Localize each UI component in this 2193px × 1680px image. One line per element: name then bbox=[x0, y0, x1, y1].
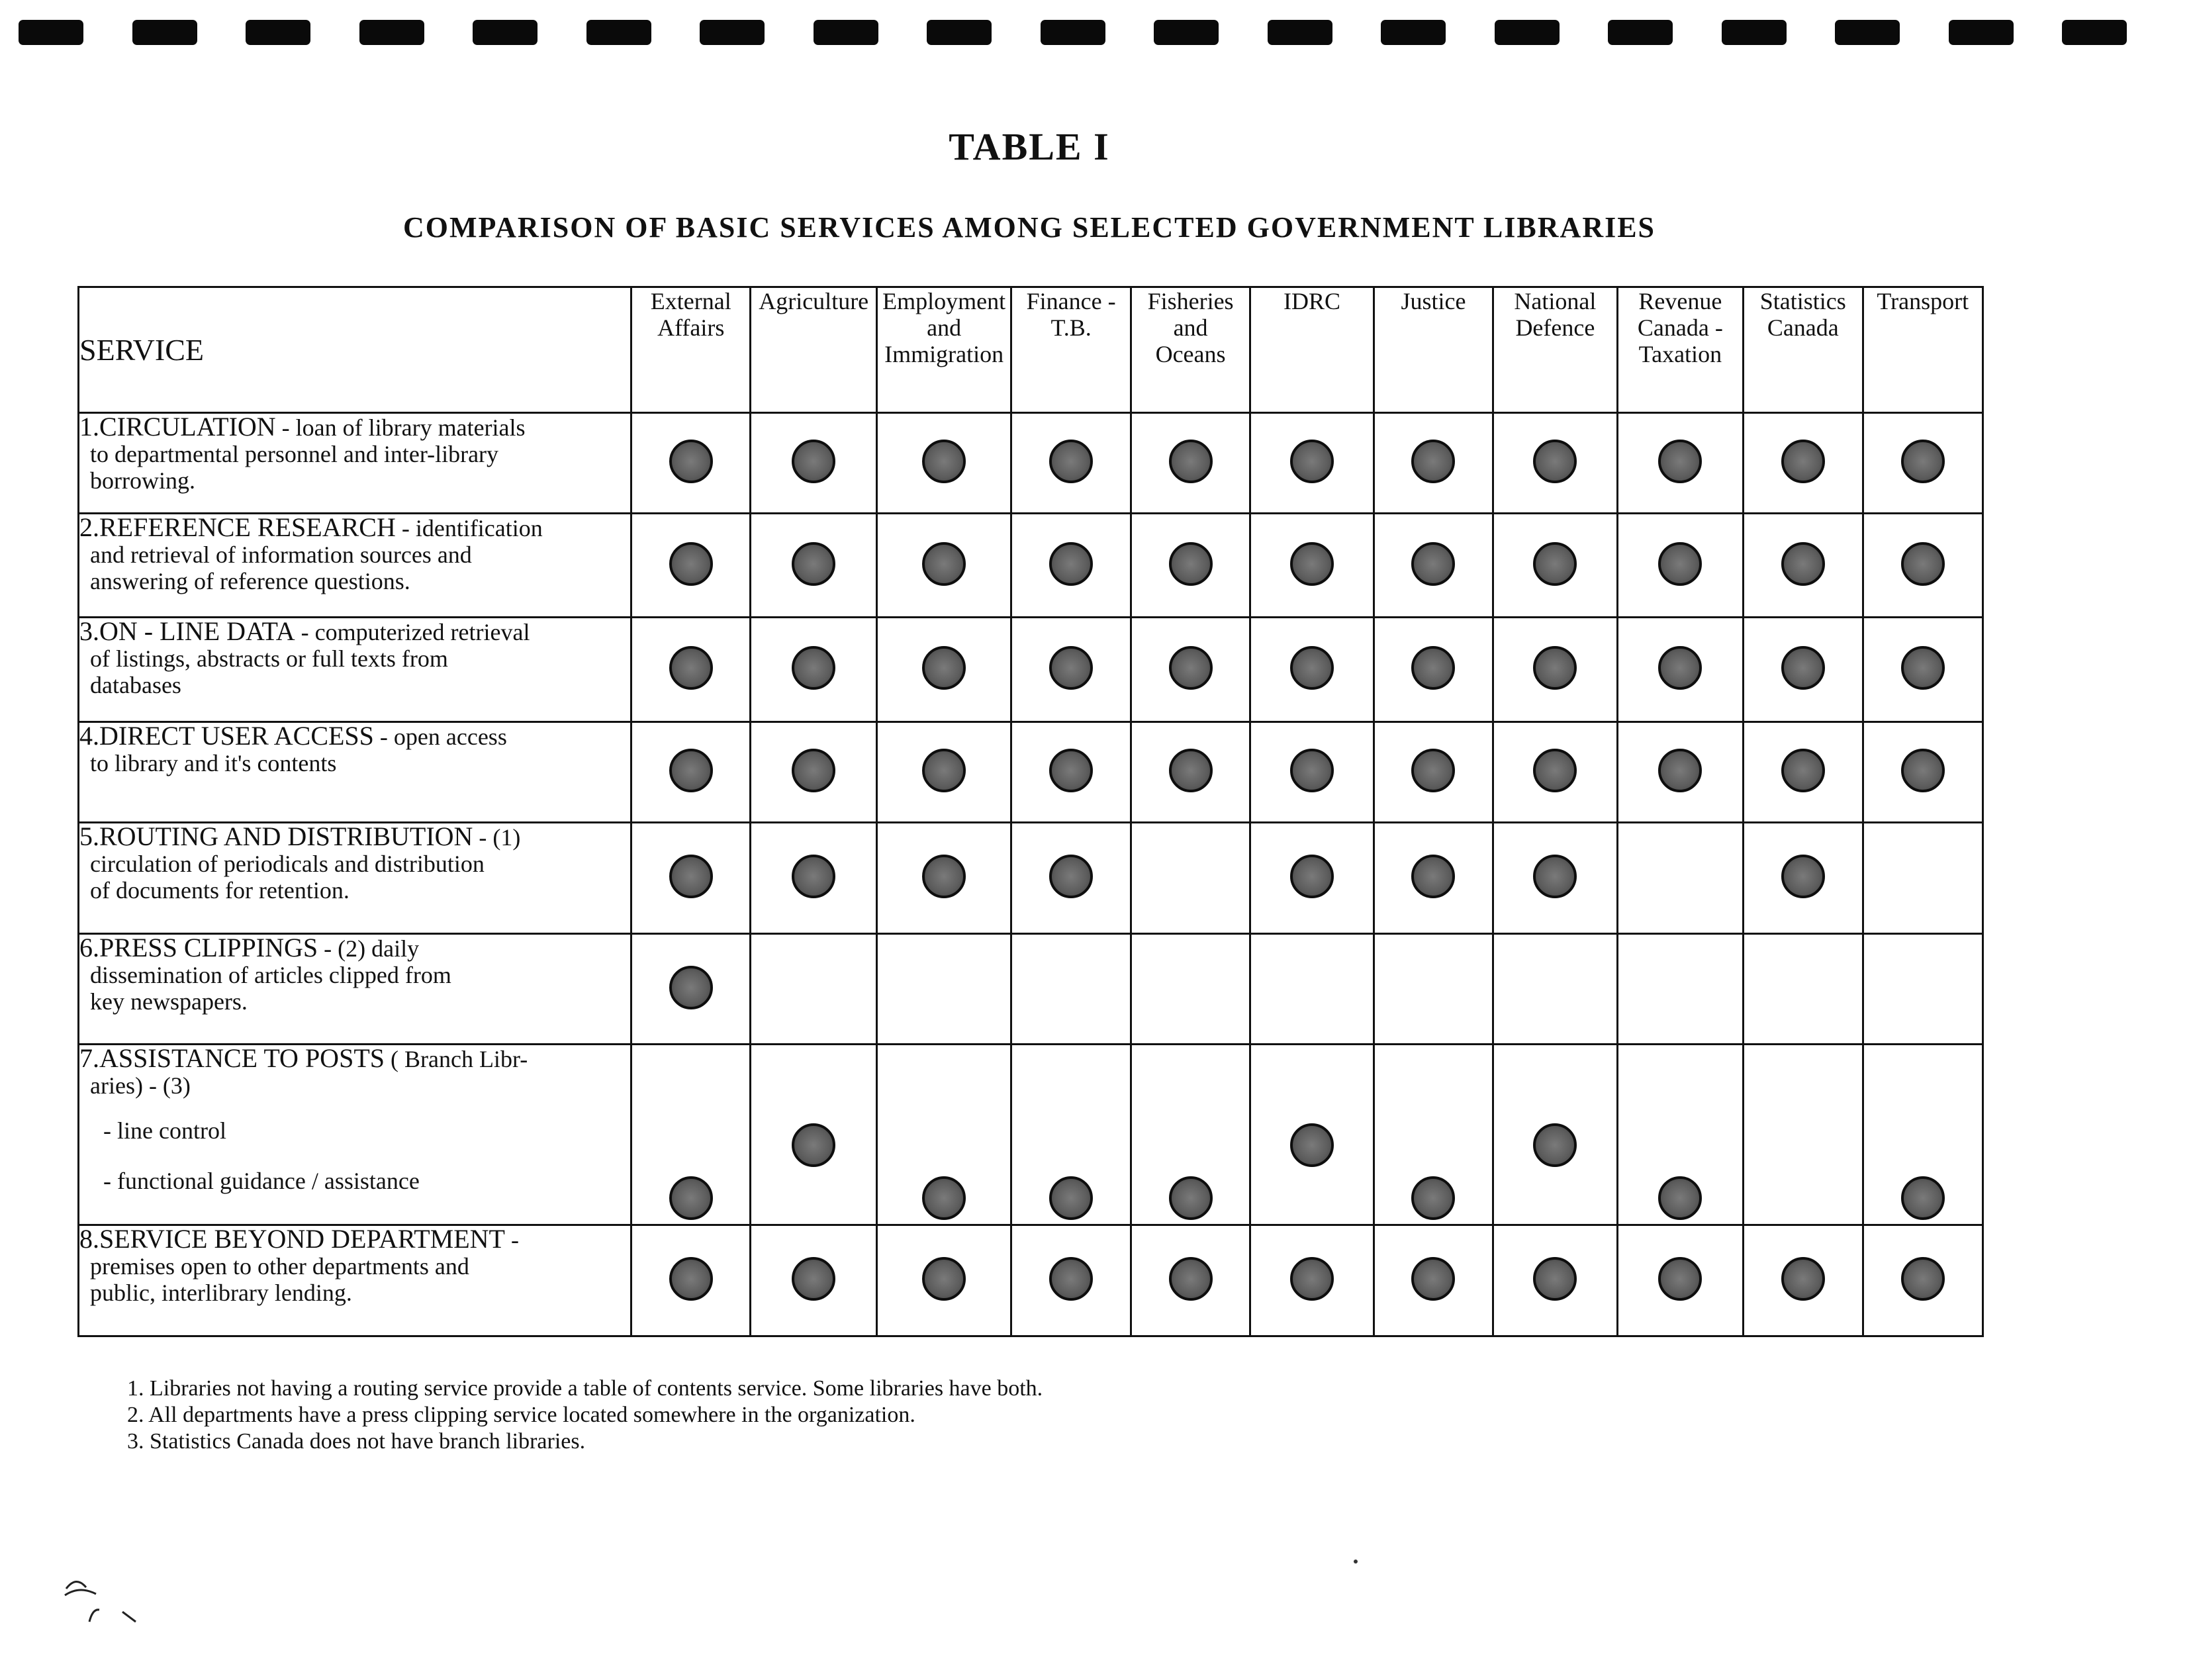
service-cell bbox=[1131, 1225, 1250, 1336]
service-cell bbox=[1374, 934, 1493, 1045]
service-row bbox=[79, 618, 1983, 722]
functional-guidance-label: - functional guidance / assistance bbox=[103, 1168, 420, 1194]
service-desc: key newspapers. bbox=[90, 988, 248, 1015]
dept-header-fisheries-oceans: Fisheries and Oceans bbox=[1131, 287, 1250, 413]
footnote-2: 2. All departments have a press clipping service located somewhere in the organization. bbox=[127, 1403, 915, 1427]
filled-circle-icon bbox=[922, 440, 966, 483]
service-cell bbox=[1744, 722, 1863, 823]
service-desc: circulation of periodicals and distribution bbox=[90, 851, 485, 877]
service-8-label bbox=[79, 1225, 631, 1336]
dept-header-transport: Transport bbox=[1863, 287, 1983, 413]
filled-circle-icon bbox=[1533, 749, 1577, 792]
service-desc: - (2) daily bbox=[318, 935, 420, 962]
service-6-label bbox=[79, 934, 631, 1045]
service-name: 2.REFERENCE RESEARCH bbox=[79, 512, 396, 542]
paper-speck bbox=[1354, 1560, 1358, 1563]
service-row bbox=[79, 823, 1983, 934]
service-cell bbox=[751, 1045, 876, 1225]
service-desc: databases bbox=[90, 672, 181, 698]
filled-circle-icon bbox=[1290, 646, 1334, 690]
perforation-dash bbox=[1835, 20, 1900, 45]
perforation-dash bbox=[1381, 20, 1446, 45]
perforation-dash bbox=[246, 20, 310, 45]
perforation-dash bbox=[814, 20, 878, 45]
service-cell bbox=[1250, 618, 1374, 722]
filled-circle-icon bbox=[1533, 440, 1577, 483]
service-cell bbox=[751, 514, 876, 618]
service-cell bbox=[1863, 618, 1983, 722]
service-cell bbox=[1011, 413, 1131, 514]
filled-circle-icon bbox=[1781, 542, 1825, 586]
footnotes bbox=[127, 1376, 1043, 1455]
filled-circle-icon bbox=[1049, 440, 1093, 483]
dept-header-statistics-canada: Statistics Canada bbox=[1744, 287, 1863, 413]
service-cell bbox=[876, 413, 1011, 514]
service-cell bbox=[1131, 1045, 1250, 1225]
line-control-dot-icon bbox=[792, 1123, 835, 1167]
functional-guidance-dot-icon bbox=[1411, 1176, 1455, 1220]
service-desc: of listings, abstracts or full texts from bbox=[90, 645, 448, 672]
service-cell bbox=[1374, 413, 1493, 514]
service-cell bbox=[1011, 722, 1131, 823]
filled-circle-icon bbox=[1901, 646, 1945, 690]
service-2-label bbox=[79, 514, 631, 618]
service-row bbox=[79, 1225, 1983, 1336]
filled-circle-icon bbox=[1533, 646, 1577, 690]
filled-circle-icon bbox=[1658, 542, 1702, 586]
filled-circle-icon bbox=[1901, 1257, 1945, 1301]
perforation-strip bbox=[0, 0, 2193, 66]
service-cell bbox=[1863, 1225, 1983, 1336]
service-cell bbox=[1617, 514, 1743, 618]
perforation-dash bbox=[19, 20, 83, 45]
service-cell bbox=[1863, 514, 1983, 618]
filled-circle-icon bbox=[1290, 440, 1334, 483]
functional-guidance-dot-icon bbox=[1049, 1176, 1093, 1220]
service-cell bbox=[1131, 413, 1250, 514]
filled-circle-icon bbox=[922, 1257, 966, 1301]
service-cell bbox=[631, 722, 751, 823]
perforation-dash bbox=[927, 20, 992, 45]
filled-circle-icon bbox=[669, 646, 713, 690]
service-cell bbox=[1250, 514, 1374, 618]
filled-circle-icon bbox=[669, 855, 713, 898]
service-row bbox=[79, 413, 1983, 514]
filled-circle-icon bbox=[1169, 1257, 1213, 1301]
filled-circle-icon bbox=[1901, 542, 1945, 586]
service-desc: - identification bbox=[395, 515, 543, 541]
filled-circle-icon bbox=[922, 749, 966, 792]
service-cell bbox=[1374, 1045, 1493, 1225]
filled-circle-icon bbox=[792, 1257, 835, 1301]
functional-guidance-dot-icon bbox=[922, 1176, 966, 1220]
service-name: 5.ROUTING AND DISTRIBUTION bbox=[79, 821, 473, 851]
service-desc: of documents for retention. bbox=[90, 877, 350, 904]
filled-circle-icon bbox=[1411, 542, 1455, 586]
perforation-dash bbox=[1154, 20, 1219, 45]
service-1-label bbox=[79, 413, 631, 514]
service-cell bbox=[1131, 618, 1250, 722]
service-cell bbox=[1011, 823, 1131, 934]
filled-circle-icon bbox=[1169, 542, 1213, 586]
service-cell bbox=[876, 823, 1011, 934]
filled-circle-icon bbox=[922, 542, 966, 586]
perforation-dash bbox=[1268, 20, 1332, 45]
dept-header-agriculture: Agriculture bbox=[751, 287, 876, 413]
service-cell bbox=[1493, 514, 1617, 618]
service-desc: - computerized retrieval bbox=[295, 619, 530, 645]
line-control-label: - line control bbox=[103, 1117, 226, 1144]
service-cell bbox=[1744, 934, 1863, 1045]
filled-circle-icon bbox=[1290, 749, 1334, 792]
service-cell bbox=[751, 1225, 876, 1336]
filled-circle-icon bbox=[1533, 1257, 1577, 1301]
filled-circle-icon bbox=[1169, 646, 1213, 690]
service-cell bbox=[1131, 722, 1250, 823]
dept-header-finance-tb: Finance - T.B. bbox=[1011, 287, 1131, 413]
filled-circle-icon bbox=[1658, 646, 1702, 690]
service-cell bbox=[1250, 823, 1374, 934]
service-cell bbox=[1374, 823, 1493, 934]
filled-circle-icon bbox=[1290, 542, 1334, 586]
service-cell bbox=[631, 618, 751, 722]
filled-circle-icon bbox=[1290, 1257, 1334, 1301]
service-cell bbox=[1744, 618, 1863, 722]
service-cell bbox=[1863, 823, 1983, 934]
filled-circle-icon bbox=[1781, 855, 1825, 898]
service-cell bbox=[876, 1225, 1011, 1336]
service-cell bbox=[1493, 722, 1617, 823]
service-cell bbox=[1250, 1225, 1374, 1336]
filled-circle-icon bbox=[669, 966, 713, 1009]
dept-header-justice: Justice bbox=[1374, 287, 1493, 413]
service-cell bbox=[1374, 722, 1493, 823]
functional-guidance-dot-icon bbox=[1169, 1176, 1213, 1220]
service-cell bbox=[631, 1045, 751, 1225]
service-desc: aries) - (3) bbox=[90, 1072, 191, 1099]
filled-circle-icon bbox=[1411, 646, 1455, 690]
perforation-dash bbox=[1495, 20, 1560, 45]
filled-circle-icon bbox=[1169, 749, 1213, 792]
service-3-label bbox=[79, 618, 631, 722]
dept-header-idrc: IDRC bbox=[1250, 287, 1374, 413]
service-5-label bbox=[79, 823, 631, 934]
service-cell bbox=[1011, 934, 1131, 1045]
service-cell bbox=[1011, 1225, 1131, 1336]
perforation-dash bbox=[132, 20, 197, 45]
functional-guidance-dot-icon bbox=[1901, 1176, 1945, 1220]
perforation-dash bbox=[1608, 20, 1673, 45]
service-name: 7.ASSISTANCE TO POSTS bbox=[79, 1043, 385, 1073]
filled-circle-icon bbox=[1049, 542, 1093, 586]
filled-circle-icon bbox=[1781, 1257, 1825, 1301]
footnote-3: 3. Statistics Canada does not have branch libraries. bbox=[127, 1429, 586, 1454]
service-desc: public, interlibrary lending. bbox=[90, 1280, 352, 1306]
filled-circle-icon bbox=[1658, 749, 1702, 792]
filled-circle-icon bbox=[1290, 855, 1334, 898]
perforation-dash bbox=[1041, 20, 1105, 45]
service-row bbox=[79, 722, 1983, 823]
service-desc: dissemination of articles clipped from bbox=[90, 962, 451, 988]
filled-circle-icon bbox=[792, 749, 835, 792]
filled-circle-icon bbox=[1781, 440, 1825, 483]
service-cell bbox=[1011, 514, 1131, 618]
line-control-dot-icon bbox=[1533, 1123, 1577, 1167]
service-name: 1.CIRCULATION bbox=[79, 412, 276, 442]
service-cell bbox=[1744, 823, 1863, 934]
service-cell bbox=[1863, 934, 1983, 1045]
service-desc: and retrieval of information sources and bbox=[90, 541, 472, 568]
service-cell bbox=[1617, 934, 1743, 1045]
service-row bbox=[79, 934, 1983, 1045]
filled-circle-icon bbox=[1781, 749, 1825, 792]
service-cell bbox=[1250, 413, 1374, 514]
dept-header-national-defence: National Defence bbox=[1493, 287, 1617, 413]
filled-circle-icon bbox=[792, 542, 835, 586]
service-cell bbox=[1617, 618, 1743, 722]
table-title: TABLE I bbox=[949, 125, 1110, 168]
service-cell bbox=[876, 618, 1011, 722]
service-name: 4.DIRECT USER ACCESS bbox=[79, 721, 374, 751]
filled-circle-icon bbox=[669, 440, 713, 483]
services-comparison-table bbox=[77, 286, 1984, 1337]
service-cell bbox=[876, 934, 1011, 1045]
filled-circle-icon bbox=[1411, 855, 1455, 898]
service-desc: premises open to other departments and bbox=[90, 1253, 469, 1280]
filled-circle-icon bbox=[1411, 749, 1455, 792]
perforation-dash bbox=[359, 20, 424, 45]
filled-circle-icon bbox=[1901, 749, 1945, 792]
filled-circle-icon bbox=[1411, 1257, 1455, 1301]
service-cell bbox=[1617, 1045, 1743, 1225]
filled-circle-icon bbox=[1049, 1257, 1093, 1301]
filled-circle-icon bbox=[922, 855, 966, 898]
filled-circle-icon bbox=[792, 440, 835, 483]
footnote-1: 1. Libraries not having a routing service provide a table of contents service. Some libraries have both. bbox=[127, 1376, 1043, 1401]
service-cell bbox=[631, 413, 751, 514]
service-row bbox=[79, 1045, 1983, 1225]
service-cell bbox=[1493, 1045, 1617, 1225]
service-desc: to departmental personnel and inter-library bbox=[90, 441, 499, 467]
perforation-dash bbox=[1722, 20, 1787, 45]
service-cell bbox=[1250, 934, 1374, 1045]
filled-circle-icon bbox=[1781, 646, 1825, 690]
service-cell bbox=[1131, 934, 1250, 1045]
service-cell bbox=[751, 823, 876, 934]
perforation-dash bbox=[473, 20, 537, 45]
service-desc: borrowing. bbox=[90, 467, 195, 494]
filled-circle-icon bbox=[1169, 440, 1213, 483]
service-desc: - open access bbox=[373, 723, 507, 750]
filled-circle-icon bbox=[669, 542, 713, 586]
service-desc: ( Branch Libr- bbox=[385, 1046, 528, 1072]
service-cell bbox=[1250, 1045, 1374, 1225]
service-cell bbox=[1863, 1045, 1983, 1225]
service-cell bbox=[876, 1045, 1011, 1225]
functional-guidance-dot-icon bbox=[669, 1176, 713, 1220]
service-7-label bbox=[79, 1045, 631, 1225]
service-cell bbox=[1744, 514, 1863, 618]
filled-circle-icon bbox=[669, 749, 713, 792]
service-cell bbox=[1617, 413, 1743, 514]
filled-circle-icon bbox=[1533, 542, 1577, 586]
service-desc: to library and it's contents bbox=[90, 750, 337, 776]
filled-circle-icon bbox=[1658, 1257, 1702, 1301]
service-cell bbox=[876, 514, 1011, 618]
service-cell bbox=[751, 934, 876, 1045]
service-desc: answering of reference questions. bbox=[90, 568, 410, 594]
filled-circle-icon bbox=[1049, 749, 1093, 792]
service-cell bbox=[1493, 934, 1617, 1045]
service-cell bbox=[631, 823, 751, 934]
dept-header-revenue-canada: Revenue Canada - Taxation bbox=[1617, 287, 1743, 413]
service-cell bbox=[631, 934, 751, 1045]
service-desc: - bbox=[504, 1227, 519, 1253]
dept-header-employment-immigration: Employment and Immigration bbox=[876, 287, 1011, 413]
service-cell bbox=[1374, 514, 1493, 618]
service-cell bbox=[1493, 823, 1617, 934]
service-cell bbox=[1744, 1045, 1863, 1225]
service-cell bbox=[751, 722, 876, 823]
filled-circle-icon bbox=[1049, 855, 1093, 898]
service-cell bbox=[1617, 1225, 1743, 1336]
filled-circle-icon bbox=[1411, 440, 1455, 483]
perforation-dash bbox=[1949, 20, 2014, 45]
service-cell bbox=[1617, 722, 1743, 823]
service-name: 6.PRESS CLIPPINGS bbox=[79, 933, 318, 962]
perforation-dash bbox=[700, 20, 765, 45]
service-cell bbox=[1374, 1225, 1493, 1336]
header-row bbox=[79, 287, 1983, 413]
service-name: 8.SERVICE BEYOND DEPARTMENT bbox=[79, 1224, 505, 1254]
perforation-dash bbox=[586, 20, 651, 45]
service-cell bbox=[1744, 413, 1863, 514]
filled-circle-icon bbox=[792, 855, 835, 898]
service-cell bbox=[876, 722, 1011, 823]
filled-circle-icon bbox=[1533, 855, 1577, 898]
filled-circle-icon bbox=[792, 646, 835, 690]
handwritten-mark bbox=[60, 1569, 152, 1628]
table-subtitle: COMPARISON OF BASIC SERVICES AMONG SELECTED GOVERNMENT LIBRARIES bbox=[402, 211, 1656, 244]
service-cell bbox=[631, 1225, 751, 1336]
dept-header-external-affairs: External Affairs bbox=[631, 287, 751, 413]
service-cell bbox=[1863, 722, 1983, 823]
service-cell bbox=[751, 618, 876, 722]
line-control-dot-icon bbox=[1290, 1123, 1334, 1167]
service-cell bbox=[1011, 1045, 1131, 1225]
service-cell bbox=[1131, 823, 1250, 934]
filled-circle-icon bbox=[1049, 646, 1093, 690]
service-cell bbox=[1374, 618, 1493, 722]
filled-circle-icon bbox=[669, 1257, 713, 1301]
service-cell bbox=[1250, 722, 1374, 823]
service-cell bbox=[1493, 618, 1617, 722]
service-cell bbox=[1493, 413, 1617, 514]
perforation-dash bbox=[2062, 20, 2127, 45]
filled-circle-icon bbox=[922, 646, 966, 690]
service-cell bbox=[1011, 618, 1131, 722]
service-4-label bbox=[79, 722, 631, 823]
functional-guidance-dot-icon bbox=[1658, 1176, 1702, 1220]
service-cell bbox=[1131, 514, 1250, 618]
service-cell bbox=[1744, 1225, 1863, 1336]
service-name: 3.ON - LINE DATA bbox=[79, 616, 295, 646]
service-row bbox=[79, 514, 1983, 618]
service-cell bbox=[1617, 823, 1743, 934]
filled-circle-icon bbox=[1658, 440, 1702, 483]
service-desc: - (1) bbox=[473, 824, 521, 851]
filled-circle-icon bbox=[1901, 440, 1945, 483]
service-cell bbox=[751, 413, 876, 514]
service-cell bbox=[1863, 413, 1983, 514]
service-desc: - loan of library materials bbox=[275, 414, 526, 441]
service-cell bbox=[631, 514, 751, 618]
service-cell bbox=[1493, 1225, 1617, 1336]
service-column-header: SERVICE bbox=[79, 287, 631, 413]
